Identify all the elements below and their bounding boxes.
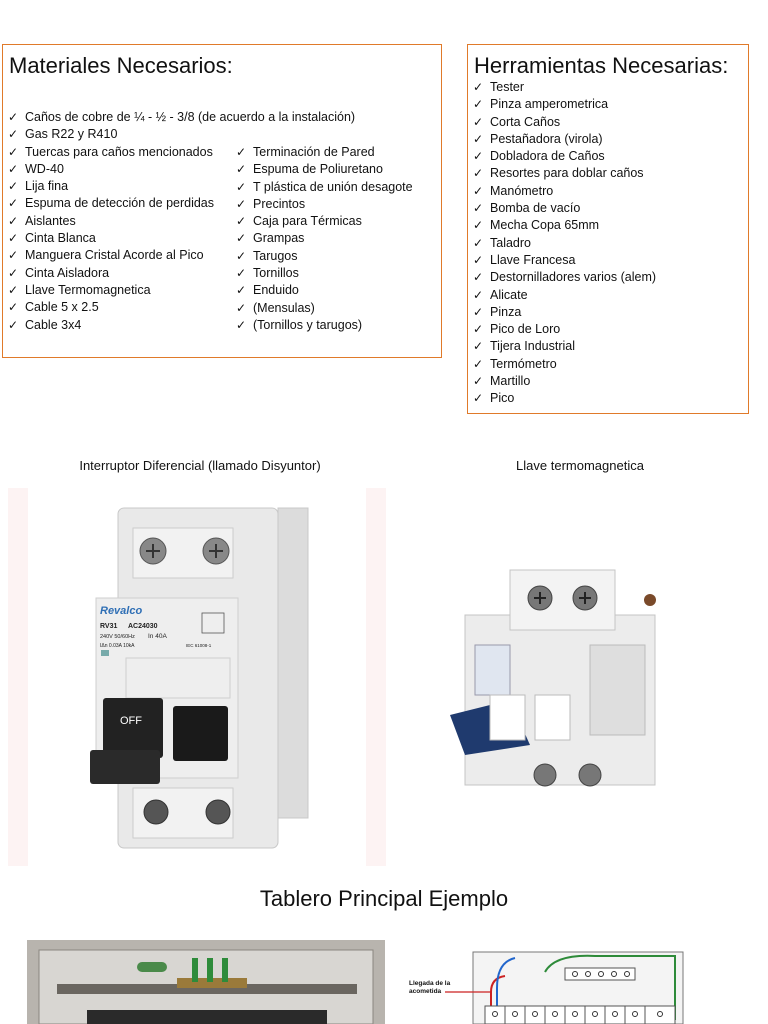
diferencial-image [8,488,386,866]
list-item: ✓ Mecha Copa 65mm [473,217,656,234]
list-item: ✓ Lija fina [8,178,355,195]
current-text: In 40A [148,633,167,640]
list-item: ✓ Aislantes [8,213,355,230]
list-item: ✓ Tornillos [236,265,413,282]
model-text: RV31 [100,623,118,630]
tools-title: Herramientas Necesarias: [474,53,729,78]
list-item: ✓ Pinza amperometrica [473,96,656,113]
list-item: ✓ T plástica de unión desagote [236,179,413,196]
list-item: ✓ Llave Francesa [473,252,656,269]
materials-title: Materiales Necesarios: [9,53,233,78]
list-item: ✓ Enduido [236,282,413,299]
list-item: ✓ Terminación de Pared [236,144,413,161]
list-item: ✓ Pico de Loro [473,321,656,338]
list-item: ✓ Espuma de detección de perdidas [8,195,355,212]
list-item: ✓ Pico [473,390,656,407]
list-item: ✓ Termómetro [473,356,656,373]
list-item: ✓ Caja para Térmicas [236,213,413,230]
list-item: ✓ Alicate [473,287,656,304]
list-item: ✓ Destornilladores varios (alem) [473,269,656,286]
list-item: ✓ Corta Caños [473,114,656,131]
list-item: ✓ Resortes para doblar caños [473,165,656,182]
list-item: ✓ Cinta Aisladora [8,265,355,282]
caption-diferencial: Interruptor Diferencial (llamado Disyuntor) [79,458,321,473]
list-item: ✓ (Tornillos y tarugos) [236,317,413,334]
termomagnetica-image [440,555,680,800]
section-title: Tablero Principal Ejemplo [259,886,509,911]
list-item: ✓ Precintos [236,196,413,213]
list-item: ✓ (Mensulas) [236,300,413,317]
code-text: AC24030 [128,623,158,630]
materials-list-col2 [236,144,413,334]
list-item: ✓ Cable 5 x 2.5 [8,299,355,316]
spec-text: IΔn 0.03A 10kA [100,643,135,649]
list-item: ✓ WD-40 [8,161,355,178]
list-item: ✓ Tester [473,79,656,96]
list-item: ✓ Pinza [473,304,656,321]
brand-text: Revalco [100,605,143,617]
list-item: ✓ Manguera Cristal Acorde al Pico [8,247,355,264]
list-item: ✓ Caños de cobre de ¼ - ½ - 3/8 (de acuerdo a la instalación) [8,109,355,126]
materials-box [2,44,442,358]
caption-termomagnetica: Llave termomagnetica [516,458,644,473]
list-item: ✓ Manómetro [473,183,656,200]
rating-text: 240V 50/60Hz [100,634,135,640]
list-item: ✓ Pestañadora (virola) [473,131,656,148]
tools-box [467,44,749,414]
off-label: OFF [120,715,142,727]
tablero-diagram [405,948,695,1024]
diagram-label: Llegada de la acometida [409,980,451,995]
list-item: ✓ Cinta Blanca [8,230,355,247]
tools-list [473,79,656,408]
list-item: ✓ Bomba de vacío [473,200,656,217]
list-item: ✓ Taladro [473,235,656,252]
tablero-photo [27,940,385,1024]
list-item: ✓ Tijera Industrial [473,338,656,355]
list-item: ✓ Llave Termomagnetica [8,282,355,299]
list-item: ✓ Grampas [236,230,413,247]
list-item: ✓ Tuercas para caños mencionados [8,144,355,161]
list-item: ✓ Martillo [473,373,656,390]
list-item: ✓ Dobladora de Caños [473,148,656,165]
list-item: ✓ Espuma de Poliuretano [236,161,413,178]
list-item: ✓ Gas R22 y R410 [8,126,355,143]
list-item: ✓ Cable 3x4 [8,317,355,334]
list-item: ✓ Tarugos [236,248,413,265]
standard-text: IEC 61008-1 [186,643,212,648]
